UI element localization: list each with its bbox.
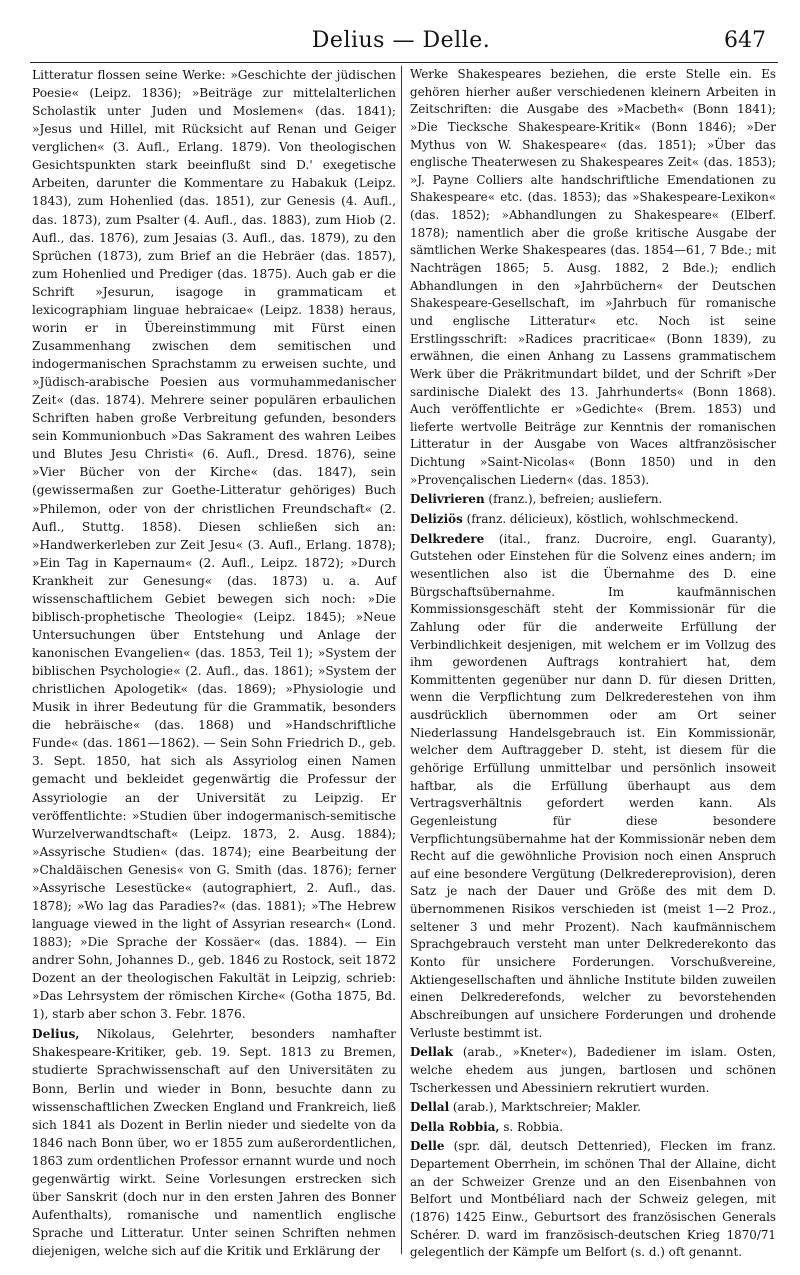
delkredere-entry (410, 531, 776, 1043)
delitzsch-entry-continuation: Litteratur flossen seine Werke: »Geschichte der jüdischen Poesie« (Leipz. 1836); »Beiträge zur mittelalterlichen Scholastik unter Juden und Moslemen« (das. 1841); »Jesus und Hillel, mit Rücksicht auf Renan und Geiger verglichen« (3. Aufl., Erlang. 1879). Von theologischen Gesichtspunkten stark beeinflußt sind D.' exegetische Arbeiten, darunter die Kommentare zu Habakuk (Leipz. 1843), zum Hohenlied (das. 1851), zur Genesis (4. Aufl., das. 1873), zum Psalter (4. Aufl., das. 1883), zum Hiob (2. Aufl., das. 1876), zum Jesaias (3. Aufl., das. 1879), zu den Sprüchen (1873), zum Brief an die Hebräer (das. 1857), zum Hohenlied und Prediger (das. 1875). Auch gab er die Schrift »Jesurun, isagoge in grammaticam et lexicographiam linguae hebraicae« (Leipz. 1838) heraus, worin er in Übereinstimmung mit Fürst einen Zusammenhang zwischen dem semitischen und indogermanischen Sprachstamm zu erweisen suchte, und »Jüdisch-arabische Poesien aus vormuhammedanischer Zeit« (das. 1874). Mehrere seiner populären erbaulichen Schriften haben große Verbreitung gefunden, besonders sein Kommunionbuch »Das Sakrament des wahren Leibes und Blutes Jesu Christi« (6. Aufl., Dresd. 1876), seine »Vier Bücher von der Kirche« (das. 1847), sein (gewissermaßen zur Goethe-Litteratur gehöriges) Buch »Philemon, oder von der christlichen Freundschaft« (2. Aufl., Stuttg. 1858). Diesen schließen sich an: »Handwerkerleben zur Zeit Jesu« (3. Aufl., Erlang. 1878); »Ein Tag in Kapernaum« (2. Aufl., Leipz. 1872); »Durch Krankheit zur Genesung« (das. 1873) u. a. Auf wissenschaftlichem Gebiet bewegen sich noch: »Die biblisch-prophetische Theologie« (Leipz. 1845); »Neue Untersuchungen über Entstehung und Anlage der kanonischen Evangelien« (das. 1853, Teil 1); »System der biblischen Psychologie« (2. Aufl., das. 1861); »System der christlichen Apologetik« (das. 1869); »Physiologie und Musik in ihrer Bedeutung für die Grammatik, besonders die hebräische« (das. 1868) und »Handschriftliche Funde« (das. 1861—1862). — Sein Sohn Friedrich D., geb. 3. Sept. 1850, hat sich als Assyriolog einen Namen gemacht und bekleidet gegenwärtig die Professur der Assyriologie an der Universität zu Leipzig. Er veröffentlichte: »Studien über indogermanisch-semitische Wurzelverwandtschaft« (Leipz. 1873, 2. Ausg. 1884); »Assyrische Studien« (das. 1874); eine Bearbeitung der »Chaldäischen Genesis« von G. Smith (das. 1876); ferner »Assyrische Lesestücke« (autographiert, 2. Aufl., das. 1878); »Wo lag das Paradies?« (das. 1881); »The Hebrew language viewed in the light of Assyrian research« (Lond. 1883); »Die Sprache der Kossäer« (das. 1884). — Ein andrer Sohn, Johannes D., geb. 1846 zu Rostock, seit 1872 Dozent an der theologischen Fakultät in Leipzig, schrieb: »Das Lehrsystem der römischen Kirche« (Gotha 1875, Bd. 1), starb aber schon 3. Febr. 1876. (32, 68, 396, 1022)
entry-text: (franz.), befreien; ausliefern. (484, 492, 663, 507)
delius-entry (32, 1025, 396, 1260)
entry-text: (spr. däl, deutsch Dettenried), Flecken im franz. Departement Oberrhein, im schönen Thal der Allaine, dicht an der Schweizer Grenze und an den Eisenbahnen von Belfort und Montbéliard nach der Schweiz gelegen, mit (1876) 1425 Einw., Geburtsort des französischen Generals Schérer. D. ward im französisch-deutschen Krieg 1870/71 gelegentlich der Kämpfe um Belfort (s. d.) oft genannt. (410, 1139, 776, 1260)
delius-entry-continuation: Werke Shakespeares beziehen, die erste Stelle ein. Es gehören hierher außer verschiedenen kleinern Arbeiten in Zeitschriften: die Ausgabe des »Macbeth« (Bonn 1841); »Die Tiecksche Shakespeare-Kritik« (Bonn 1846); »Der Mythus von W. Shakespeare« (das. 1851); »Über das englische Theaterwesen zu Shakespeares Zeit« (das. 1853); »J. Payne Colliers alte handschriftliche Emendationen zu Shakespeare« etc. (das. 1853); das »Shakespeare-Lexikon« (das. 1852); »Abhandlungen zu Shakespeare« (Elberf. 1878); namentlich aber die große kritische Ausgabe der sämtlichen Werke Shakespeares (das. 1854—61, 7 Bde.; mit Nachträgen 1865; 5. Ausg. 1882, 2 Bde.); endlich Abhandlungen in den »Jahrbüchern« der Deutschen Shakespeare-Gesellschaft, im »Jahrbuch für romanische und englische Litteratur« etc. Noch ist seine Erstlingsschrift: »Radices pracriticae« (Bonn 1839), zu erwähnen, die einen Anhang zu Lassens grammatischem Werk über die Präkritmundart bildet, und der Schrift »Der sardinische Dialekt des 13. Jahrhunderts« (Bonn 1868). Auch veröffentlichte er »Gedichte« (Brem. 1853) und lieferte wertvolle Beiträge zur Kenntnis der romanischen Litteratur in der Ausgabe von Waces altfranzösischer Dichtung »Saint-Nicolas« (Bonn 1850) und in den »Provençalischen Liedern« (das. 1853). (410, 67, 776, 487)
headword: Dellal (410, 1100, 450, 1115)
della-robbia-entry (410, 1119, 776, 1137)
delizioes-entry (410, 511, 776, 529)
headword: Dellak (410, 1045, 453, 1060)
right-column (410, 66, 776, 1262)
headword: Della Robbia, (410, 1119, 500, 1134)
entry-text: (arab.), Marktschreier; Makler. (449, 1100, 641, 1115)
entry-text: (ital., franz. Ducroire, engl. Guaranty), Gutstehen oder Einstehen für die Solvenz eines andern; im wesentlichen also ist die Übernahme des D. eine Bürgschaftsübernahme. Im kaufmännischen Kommissionsgeschäft steht der Kommissionär für die Zahlung oder für die anderweite Erfüllung der Verbindlichkeit desjenigen, mit welchem er im Vollzug des ihm gewordenen Auftrags kontrahiert hat, dem Kommittenten gegenüber nur dann D. für diesen Dritten, wenn die Verpflichtung zum Delkrederestehen von ihm ausdrücklich übernommen oder am Ort seiner Niederlassung Handelsgebrauch ist. Ein Kommissionär, welcher dem Auftraggeber D. steht, ist diesem für die gehörige Erfüllung unmittelbar und persönlich insoweit haftbar, als die Erfüllung überhaupt aus dem Vertragsverhältnis gefordert werden kann. Als Gegenleistung für diese besondere Verpflichtungsübernahme hat der Kommissionär neben dem Recht auf die gewöhnliche Provision noch einen Anspruch auf eine besondere Vergütung (Delkredereprovision), deren Satz je nach der Dauer und Größe des mit dem D. übernommenen Risikos verschieden ist (meist 1—2 Proz., seltener 3 und mehr Prozent). Nach kaufmännischem Sprachgebrauch versteht man unter Delkrederekonto das Konto für unsichere Forderungen. Vorschußvereine, Aktiengesellschaften und ähnliche Institute bilden zuweilen einen Delkrederefonds, welcher zu bevorstehenden Abschreibungen auf unsichere Forderungen und drohende Verluste bestimmt ist. (410, 531, 776, 1040)
dellak-entry (410, 1044, 776, 1097)
entry-text: (franz. délicieux), köstlich, wohlschmeckend. (462, 512, 739, 527)
running-title: Delius — Delle. (311, 28, 491, 53)
headword: Deliziös (410, 512, 463, 527)
header-rule (30, 62, 778, 63)
page-header (30, 26, 772, 60)
delle-entry (410, 1138, 776, 1261)
headword: Delle (410, 1139, 445, 1154)
headword: Delius, (32, 1027, 80, 1042)
entry-text: s. Robbia. (499, 1119, 564, 1134)
entry-text: Nikolaus, Gelehrter, besonders namhafter Shakespeare-Kritiker, geb. 19. Sept. 1813 zu Bremen, studierte Sprachwissenschaft auf den Universitäten zu Bonn, Berlin und wieder in Bonn, besuchte dann zu wissenschaftlichen Zwecken England und Frankreich, ließ sich 1841 als Dozent in Berlin nieder und siedelte von da 1846 nach Bonn über, wo er 1855 zum außerordentlichen, 1863 zum ordentlichen Professor ernannt wurde und noch gegenwärtig wirkt. Seine Vorlesungen erstrecken sich über Sanskrit (doch nur in den ersten Jahren des Bonner Aufenthalts), romanische und namentlich englische Sprache und Litteratur. Unter seinen Schriften nehmen diejenigen, welche sich auf die Kritik und Erklärung der (32, 1027, 396, 1259)
entry-text: (arab., »Kneter«), Badediener im islam. Osten, welche ehedem aus jungen, bartlosen und schönen Tscherkessen und Abessiniern rekrutiert wurden. (410, 1045, 776, 1095)
left-column (32, 66, 396, 1260)
headword: Delkredere (410, 531, 485, 546)
page-number: 647 (724, 28, 766, 53)
dellal-entry (410, 1099, 776, 1117)
column-divider (401, 66, 402, 1254)
headword: Delivrieren (410, 492, 485, 507)
delivrieren-entry (410, 491, 776, 509)
